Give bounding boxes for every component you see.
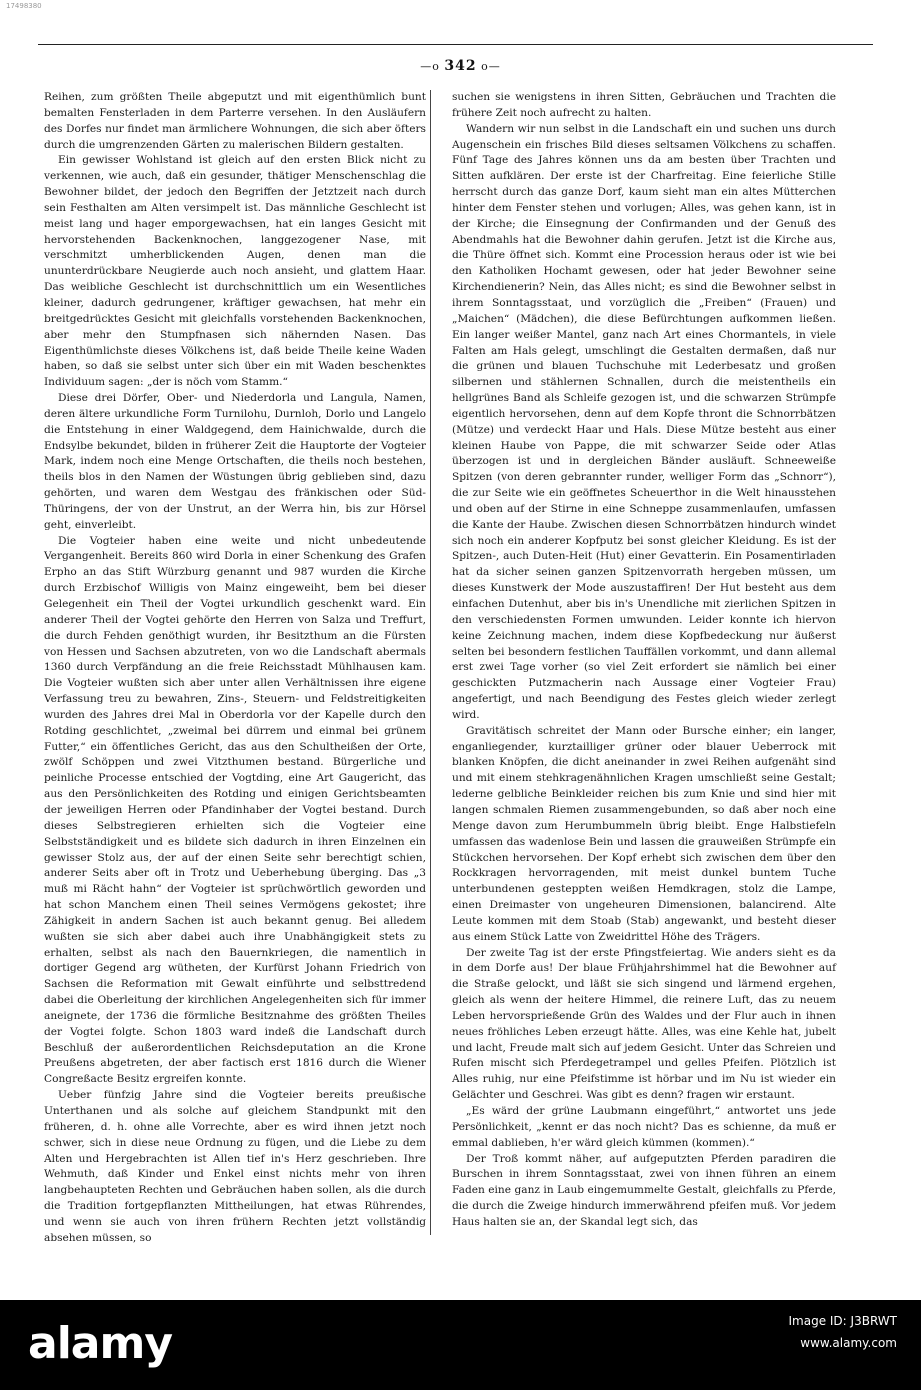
alamy-logo: alamy	[28, 1318, 172, 1369]
paragraph: Der zweite Tag ist der erste Pfingstfeiertag. Wie anders sieht es da in dem Dorfe aus! Der blaue Frühjahrshimmel hat die Bewohner auf die Straße gelockt, und läßt sie sich singend und lärmend ergehen, gleich als wenn der heitere Himmel, die reinere Luft, das zu neuem Leben hervorsprießende Grün des Waldes und der Flur auch in ihnen neues fröhliches Leben erzeugt hätte. Alles, was eine Kehle hat, jubelt und lacht, Freude malt sich auf jedem Gesicht. Unter das Schreien und Rufen mischt sich Pferdegetrampel und gelles Pfeifen. Plötzlich ist Alles ruhig, nur eine Pfeifstimme ist hörbar und im Nu ist wieder ein Gelächter und Geschrei. Was gibt es denn? fragen wir erstaunt.	[452, 946, 836, 1102]
column-divider	[430, 90, 431, 1235]
site-url: www.alamy.com	[800, 1336, 897, 1350]
paragraph: Diese drei Dörfer, Ober- und Niederdorla und Langula, Namen, deren ältere urkundliche Form Turnilohu, Durnloh, Dorlo und Langelo die Entstehung in einer Waldgegend, dem Hainichwalde, durch die Endsylbe bekundet, bilden in früherer Zeit die Hauptorte der Vogteier Mark, indem noch eine Menge Ortschaften, die theils noch bestehen, theils blos in den Namen der Wüstungen übrig geblieben sind, dazu gehörten, und waren dem Westgau des fränkischen oder Süd-Thüringens, der von der Unstrut, an der Werra hin, bis zur Hörsel geht, einverleibt.	[44, 392, 426, 531]
paragraph: Reihen, zum größten Theile abgeputzt und mit eigenthümlich bunt bemalten Fensterladen in dem Parterre versehen. In den Ausläufern des Dorfes nur findet man ärmlichere Wohnungen, die sich aber öfters durch die umgrenzenden Gärten zu malerischen Bildern gestalten.	[44, 91, 426, 151]
paragraph: Ueber fünfzig Jahre sind die Vogteier bereits preußische Unterthanen und als solche auf gleichem Standpunkt mit den früheren, d. h. ohne alle Vorrechte, aber es wird ihnen jetzt noch schwer, sich in diese neue Ordnung zu fügen, und die Liebe zu dem Alten und Hergebrachten ist Allen tief in's Herz geschrieben. Ihre Wehmuth, daß Kinder und Enkel einst nichts mehr von ihren langbehaupteten Rechten und Gebräuchen haben sollen, als die durch die Tradition fortgepflanzten Mittheilungen, hat etwas Rührendes, und wenn sie auch von ihren frühern Rechten jetzt vollständig absehen müssen, so	[44, 1089, 426, 1244]
paragraph: Die Vogteier haben eine weite und nicht unbedeutende Vergangenheit. Bereits 860 wird Dorla in einer Schenkung des Grafen Erpho an das Stift Würzburg genannt und 987 wurden die Kirche durch Erzbischof Willigis von Mainz eingeweiht, bem bei dieser Gelegenheit ein Theil der Vogtei urkundlich geschenkt ward. Ein anderer Theil der Vogtei gehörte den Herren von Salza und Treffurt, die durch Fehden genöthigt wurden, ihr Besitzthum an die Fürsten von Hessen und Sachsen abzutreten, von wo die Landschaft abermals 1360 durch Verpfändung an die freie Reichsstadt Mühlhausen kam. Die Vogteier wußten sich aber unter allen Verhältnissen ihre eigene Verfassung treu zu bewahren, Zins-, Steuern- und Feldstreitigkeiten wurden des Jahres drei Mal in Oberdorla vor der Kapelle durch den Rotding geschlichtet, „zweimal bei dürrem und einmal bei grünem Futter,“ ein öffentliches Gericht, das aus den Schultheißen der Orte, zwölf Schöppen und zwei Vitzthumen bestand. Bürgerliche und peinliche Processe entschied der Vogtding, eine Art Gaugericht, das aus den Persönlichkeiten des Rotding und einigen Gerichtsbeamten der jeweiligen Herren oder Pfandinhaber der Vogtei bestand. Durch dieses Selbstregieren erhielten sich die Vogteier eine Selbstständigkeit und es bildete sich dadurch in ihren Einzelnen ein gewisser Stolz aus, der auf der einen Seite sehr berechtigt schien, anderer Seits aber oft in Trotz und Ueberhebung überging. Das „3 muß mi Rächt hahn“ der Vogteier ist sprüchwörtlich geworden und hat schon Manchem einen Theil seines Vermögens gekostet; ihre Zähigkeit in andern Sachen ist auch bekannt genug. Bei alledem wußten sie sich aber dabei auch ihre Unabhängigkeit stets zu erhalten, selbst als nach den Bauernkriegen, die namentlich in dortiger Gegend arg wütheten, der Kurfürst Johann Friedrich von Sachsen die Reformation mit Gewalt einführte und selbsttredend dabei die Oberleitung der kirchlichen Angelegenheiten sich für immer aneignete, der 1736 die förmliche Besitznahme des größten Theiles der Vogtei folgte. Schon 1803 ward indeß die Landschaft durch Beschluß der außerordentlichen Reichsdeputation an die Krone Preußens abgetreten, der aber factisch erst 1816 durch die Wiener Congreßacte Besitz ergreifen konnte.	[44, 534, 426, 1086]
image-info	[789, 1310, 898, 1354]
paragraph: „Es wärd der grüne Laubmann eingeführt,“ antwortet uns jede Persönlichkeit, „kennt er das noch nicht? Das es schienne, da muß er emmal dablieben, h'er wärd gleich kümmen (kommen).“	[452, 1105, 836, 1149]
image-id: Image ID: J3BRWT	[788, 1314, 897, 1328]
right-column	[452, 90, 836, 1231]
left-ornament: —o	[420, 60, 445, 73]
top-rule	[38, 44, 873, 45]
left-column	[44, 90, 426, 1247]
right-ornament: o—	[476, 60, 501, 73]
watermark-bar	[0, 1300, 921, 1390]
page-header	[0, 58, 921, 74]
paragraph: suchen sie wenigstens in ihren Sitten, Gebräuchen und Trachten die frühere Zeit noch aufrecht zu halten.	[452, 91, 836, 119]
archive-stamp: 17498380	[6, 2, 42, 10]
paragraph: Gravitätisch schreitet der Mann oder Bursche einher; ein langer, enganliegender, kurztailliger grüner oder blauer Ueberrock mit blanken Knöpfen, die dicht aneinander in zwei Reihen aufgenäht sind und mit einem stehkragenähnlichen Kragen umschließt seine Gestalt; lederne gelbliche Beinkleider reichen bis zum Knie und sind hier mit langen schmalen Riemen zusammengebunden, so daß aber noch eine Menge davon zum Herumbummeln übrig bleibt. Enge Halbstiefeln umfassen das wadenlose Bein und lassen die grauweißen Strümpfe ein Stückchen hervorsehen. Der Kopf erhebt sich zwischen dem über den Rockkragen hervorragenden, mit meist dunkel buntem Tuche unterbundenen gesteppten weißen Hemdkragen, stolz die Lampe, einen Dreimaster von ungeheuren Dimensionen, balancirend. Alte Leute kommen mit dem Stoab (Stab) angewankt, und besteht dieser aus einem Stück Latte von Zweidrittel Höhe des Trägers.	[452, 724, 836, 943]
paragraph: Der Troß kommt näher, auf aufgeputzten Pferden paradiren die Burschen in ihrem Sonntagsstaat, zwei von ihnen führen an einem Faden eine ganz in Laub eingemummelte Gestalt, gleichfalls zu Pferde, die durch die Zweige hindurch immerwährend pfeifen muß. Vor jedem Haus halten sie an, der Skandal legt sich, das	[452, 1152, 836, 1228]
paragraph: Ein gewisser Wohlstand ist gleich auf den ersten Blick nicht zu verkennen, wie auch, daß ein gesunder, thätiger Menschenschlag die Bewohner bildet, der jedoch den Begriffen der Jetztzeit nach durch sein Festhalten am Alten versimpelt ist. Das männliche Geschlecht ist meist lang und hager emporgewachsen, hat ein langes Gesicht mit hervorstehenden Backenknochen, langgezogener Nase, mit verschmitzt umherblickenden Augen, denen man die ununterdrückbare Neugierde auch noch ansieht, und glattem Haar. Das weibliche Geschlecht ist durchschnittlich um ein Wesentliches kleiner, dadurch gedrungener, kräftiger gewachsen, hat mehr ein breitgedrücktes Gesicht mit gleichfalls vorstehenden Backenknochen, aber mehr den Stumpfnasen sich nähernden Nasen. Das Eigenthümlichste dieses Völkchens ist, daß beide Theile keine Waden haben, so daß sie selbst unter sich über ein mit Waden beschenktes Individuum sagen: „der is nöch vom Stamm.“	[44, 154, 426, 389]
paragraph: Wandern wir nun selbst in die Landschaft ein und suchen uns durch Augenschein ein frisches Bild dieses seltsamen Völkchens zu schaffen. Fünf Tage des Jahres können uns da am besten über Trachten und Sitten aufklären. Der erste ist der Charfreitag. Eine feierliche Stille herrscht durch das ganze Dorf, kaum sieht man ein altes Mütterchen hinter dem Fenster stehen und vorlugen; Alles, was gehen kann, ist in der Kirche; die Einsegnung der Confirmanden und der Genuß des Abendmahls hat die Bewohner dahin gerufen. Jetzt ist die Kirche aus, die Thüre öffnet sich. Kommt eine Procession heraus oder ist wie bei den Katholiken Hochamt gewesen, oder hat jeder Bewohner seine Kirchendienerin? Nein, das Alles nicht; es sind die Bewohner selbst in ihrem Sonntagsstaat, und vorzüglich die „Freiben“ (Frauen) und „Maichen“ (Mädchen), die diese Befürchtungen aufkommen ließen. Ein langer weißer Mantel, ganz nach Art eines Chormantels, in viele Falten am Hals gelegt, umschlingt die Gestalten dermaßen, daß nur die grünen und blauen Tuchschuhe mit Lederbesatz und großen silbernen und stählernen Schnallen, durch die meistentheils ein hellgrünes Band als Schleife gezogen ist, und die schwarzen Strümpfe eigentlich hervorsehen, denn auf dem Kopfe thront die Schnorrbätzen (Mütze) und verdeckt Haar und Hals. Diese Mütze besteht aus einer kleinen Haube von Pappe, die mit schwarzer Seide oder Atlas überzogen ist und in dergleichen Bänder ausläuft. Schneeweiße Spitzen (von deren gebrannter runder, welliger Form das „Schnorr“), die zur Seite wie ein geöffnetes Scheuerthor in die Welt hinausstehen und oben auf der Stirne in eine Schneppe zusammenlaufen, umfassen die Kante der Haube. Zwischen diesen Schnorrbätzen hindurch windet sich noch ein anderer Kopfputz bei sonst gleicher Kleidung. Es ist der Spitzen-, auch Duten-Heit (Hut) einer Gevatterin. Ein Posamentirladen hat da sicher seinen ganzen Spitzenvorrath hergeben müssen, um dieses Kunstwerk der Mode auszustaffiren! Der Hut besteht aus dem einfachen Dutenhut, aber bis in's Unendliche mit zierlichen Spitzen in den verschiedensten Formen umwunden. Leider konnte ich hiervon keine Zeichnung machen, indem diese Kopfbedeckung nur äußerst selten bei besondern festlichen Tauffällen vorkommt, und dann allemal erst zwei Tage vorher (so viel Zeit erfordert sie nämlich bei einer geschickten Putzmacherin nach Aussage einer Vogteier Frau) angefertigt, und nach Beendigung des Festes gleich wieder zerlegt wird.	[452, 122, 836, 721]
page-number: 342	[444, 58, 477, 74]
